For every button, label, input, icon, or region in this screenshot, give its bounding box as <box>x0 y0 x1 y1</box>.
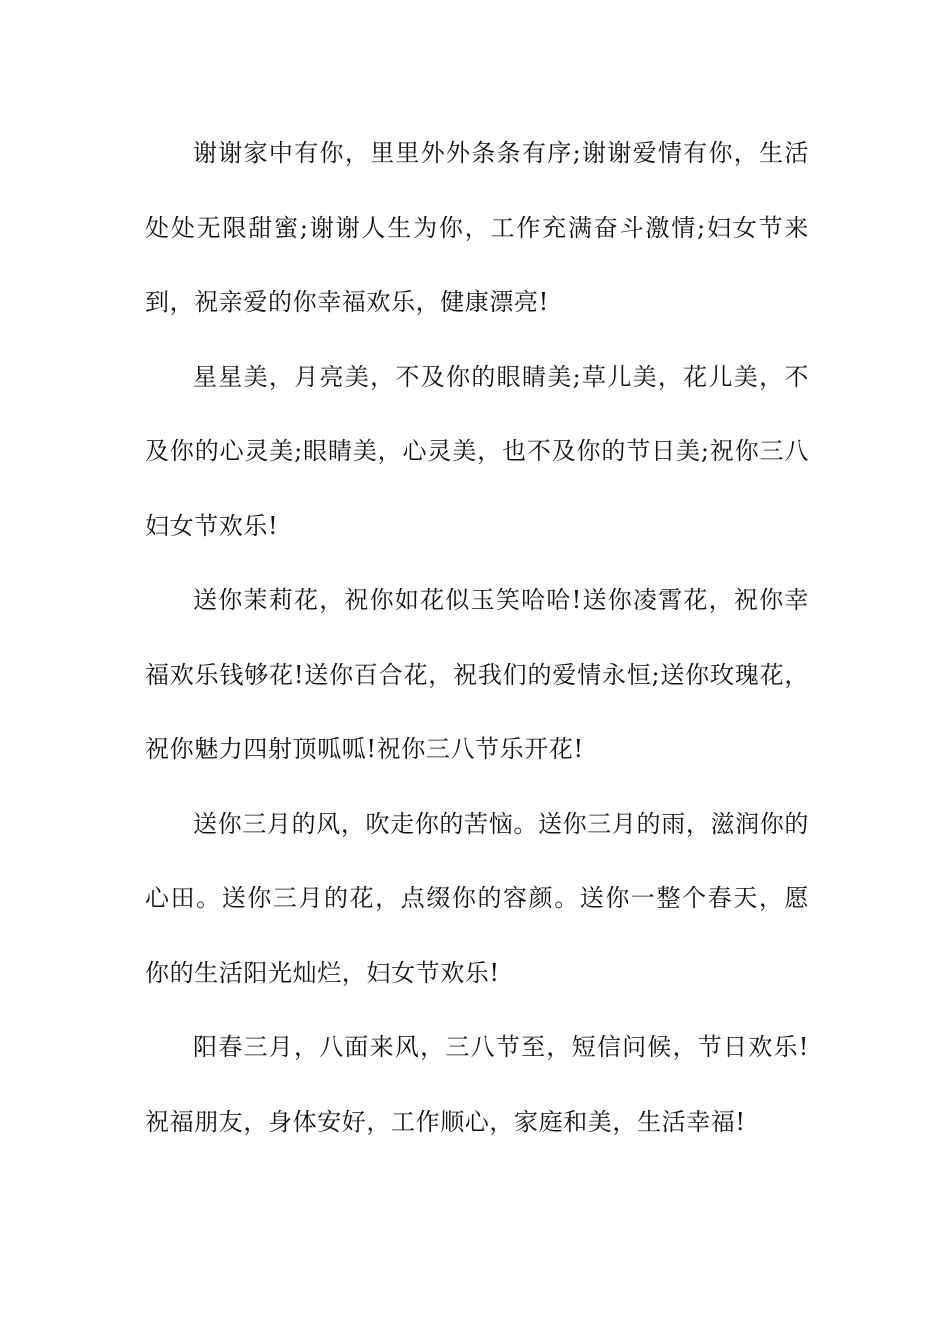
paragraph-2: 星星美，月亮美，不及你的眼睛美;草儿美，花儿美，不及你的心灵美;眼睛美，心灵美，也不及你的节日美;祝你三八妇女节欢乐! <box>145 362 809 540</box>
paragraph-4: 送你三月的风，吹走你的苦恼。送你三月的雨，滋润你的心田。送你三月的花，点缀你的容颜。送你一整个春天，愿你的生活阳光灿烂，妇女节欢乐! <box>145 809 809 987</box>
document-body <box>145 116 809 1159</box>
paragraph-5: 阳春三月，八面来风，三八节至，短信问候，节日欢乐!祝福朋友，身体安好，工作顺心，家庭和美，生活幸福! <box>145 1033 809 1136</box>
paragraph-1: 谢谢家中有你，里里外外条条有序;谢谢爱情有你，生活处处无限甜蜜;谢谢人生为你，工作充满奋斗激情;妇女节来到，祝亲爱的你幸福欢乐，健康漂亮! <box>145 139 809 316</box>
paragraph-3: 送你茉莉花，祝你如花似玉笑哈哈!送你凌霄花，祝你幸福欢乐钱够花!送你百合花，祝我们的爱情永恒;送你玫瑰花，祝你魅力四射顶呱呱!祝你三八节乐开花! <box>145 586 809 763</box>
